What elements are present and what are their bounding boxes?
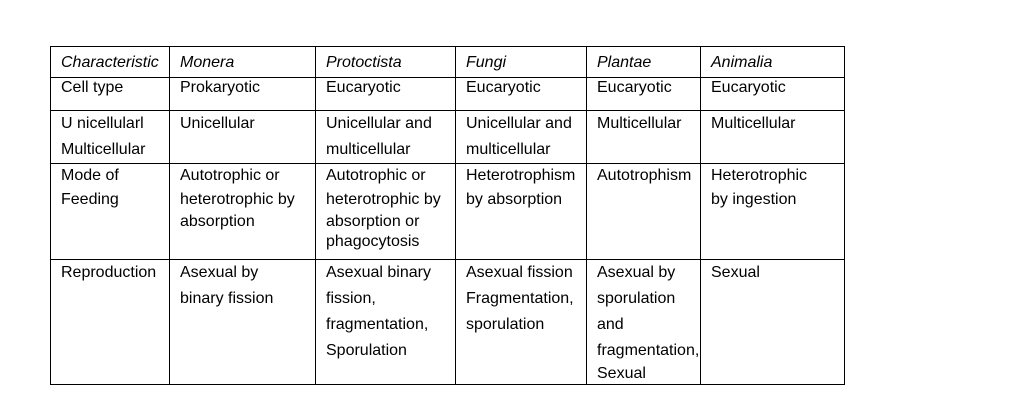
table-cell <box>587 164 701 260</box>
header-monera: Monera <box>170 47 316 78</box>
table-cell <box>316 78 456 111</box>
table-cell <box>701 111 845 164</box>
cell-text: multicellular <box>326 141 411 158</box>
cell-text: U nicellularl <box>61 115 144 132</box>
cell-text: and <box>597 316 624 333</box>
cell-text: Eucaryotic <box>597 79 672 96</box>
cell-text: Feeding <box>61 191 119 208</box>
cell-text: Fragmentation, <box>466 290 574 307</box>
cell-text: Unicellular <box>180 115 255 132</box>
table-cell <box>51 111 170 164</box>
cell-text: Sexual <box>711 264 760 281</box>
cell-text: Cell type <box>61 79 124 96</box>
cell-text: Eucaryotic <box>466 79 541 96</box>
cell-text: binary fission <box>180 290 274 307</box>
table-cell <box>316 164 456 260</box>
cell-text: Eucaryotic <box>711 79 786 96</box>
table-cell <box>51 164 170 260</box>
table-cell <box>316 111 456 164</box>
cell-text: Multicellular <box>61 141 146 158</box>
header-protoctista: Protoctista <box>316 47 456 78</box>
header-fungi: Fungi <box>456 47 587 78</box>
table-cell <box>170 164 316 260</box>
cell-text: Unicellular and <box>326 115 432 132</box>
header-characteristic: Characteristic <box>51 47 170 78</box>
cell-text: Heterotrophism <box>466 167 576 184</box>
table-cell <box>587 111 701 164</box>
cell-text: fission, <box>326 290 376 307</box>
cell-text: Autotrophic or <box>326 167 426 184</box>
table-cell <box>587 78 701 111</box>
cell-text: phagocytosis <box>326 233 420 250</box>
table-cell <box>456 78 587 111</box>
cell-text: Eucaryotic <box>326 79 401 96</box>
cell-text: sporulation <box>466 316 545 333</box>
cell-text: Asexual fission <box>466 264 573 281</box>
table-cell <box>701 78 845 111</box>
cell-text: Asexual by <box>180 264 259 281</box>
cell-text: sporulation <box>597 290 676 307</box>
header-plantae: Plantae <box>587 47 701 78</box>
table-cell <box>170 111 316 164</box>
cell-text: Prokaryotic <box>180 79 261 96</box>
table-row-cellularity <box>51 111 845 164</box>
table-cell <box>316 260 456 385</box>
cell-text: Sporulation <box>326 342 407 359</box>
kingdom-comparison-table <box>50 46 845 385</box>
cell-text: Unicellular and <box>466 115 572 132</box>
cell-text: by ingestion <box>711 191 797 208</box>
cell-text: Sexual <box>597 365 646 382</box>
table-cell <box>51 260 170 385</box>
cell-text: Autotrophism <box>597 167 692 184</box>
table-cell <box>170 260 316 385</box>
table-cell <box>456 260 587 385</box>
cell-text: multicellular <box>466 141 551 158</box>
cell-text: Mode of <box>61 167 119 184</box>
table-row-cell-type <box>51 78 845 111</box>
cell-text: fragmentation, <box>326 316 429 333</box>
table-cell <box>170 78 316 111</box>
cell-text: Asexual binary <box>326 264 431 281</box>
cell-text: Autotrophic or <box>180 167 280 184</box>
cell-text: heterotrophic by <box>326 191 441 208</box>
cell-text: heterotrophic by <box>180 191 295 208</box>
cell-text: fragmentation, <box>597 342 700 359</box>
table-row-mode-of-feeding <box>51 164 845 260</box>
cell-text: Reproduction <box>61 264 157 281</box>
cell-text: absorption <box>180 213 255 230</box>
cell-text: Heterotrophic <box>711 167 808 184</box>
table-cell <box>587 260 701 385</box>
cell-text: Multicellular <box>711 115 796 132</box>
table-row-reproduction <box>51 260 845 385</box>
table-cell <box>456 111 587 164</box>
cell-text: Multicellular <box>597 115 682 132</box>
header-row <box>51 47 845 78</box>
header-animalia: Animalia <box>701 47 845 78</box>
cell-text: Asexual by <box>597 264 676 281</box>
table-cell <box>701 164 845 260</box>
cell-text: absorption or <box>326 213 420 230</box>
table-cell <box>456 164 587 260</box>
table-cell <box>701 260 845 385</box>
table-cell <box>51 78 170 111</box>
cell-text: by absorption <box>466 191 563 208</box>
